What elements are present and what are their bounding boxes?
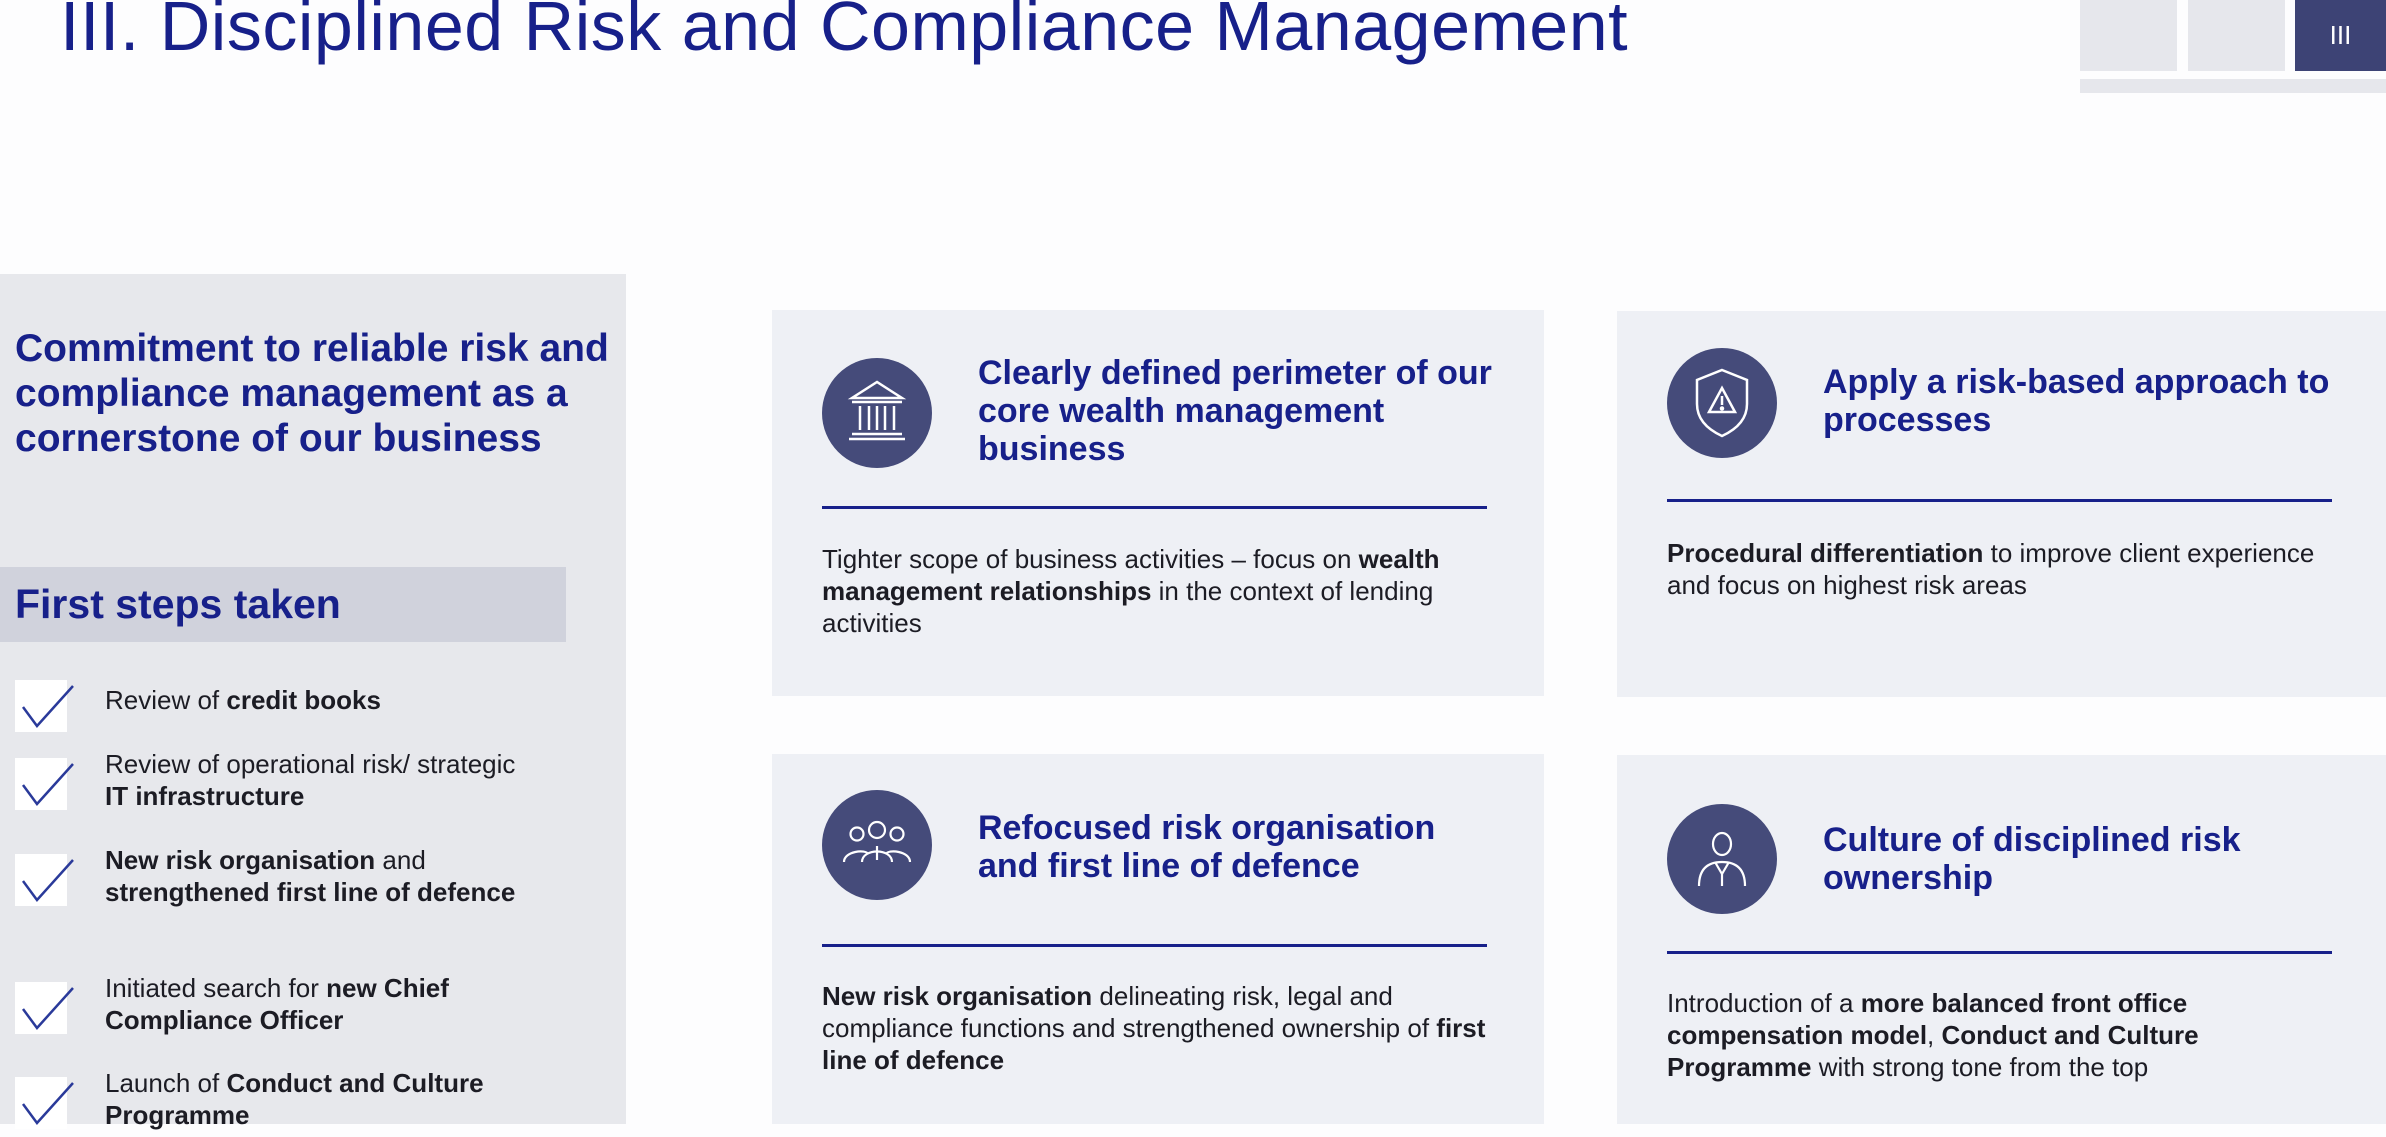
plain-text: and (375, 845, 426, 875)
step-text (105, 748, 545, 812)
card-heading: Culture of disciplined risk ownership (1823, 821, 2241, 897)
steps-title: First steps taken (15, 581, 341, 627)
card-risk-based-approach (1617, 311, 2386, 697)
plain-text: in the context of lending activities (822, 576, 1434, 638)
section-nav-tab-current[interactable]: III (2295, 0, 2386, 71)
sidebar-panel (0, 274, 626, 1130)
card-divider (822, 506, 1487, 509)
plain-text: Initiated search for (105, 973, 327, 1003)
bank-building-icon (822, 358, 932, 468)
card-heading: Apply a risk-based approach to processes (1823, 363, 2330, 439)
plain-text: Tighter scope of business activities – focus on (822, 544, 1359, 574)
card-heading: Refocused risk organisation and first line of defence (978, 809, 1436, 885)
card-heading: Clearly defined perimeter of our core wealth management business (978, 354, 1492, 468)
card-body (1667, 987, 2337, 1083)
plain-text: Launch of (105, 1068, 227, 1098)
checkmark-icon (15, 1077, 67, 1129)
sidebar-heading: Commitment to reliable risk and compliance management as a cornerstone of our business (15, 327, 609, 460)
plain-text: delineating risk, legal and compliance functions and strengthened ownership of (822, 981, 1437, 1043)
card-culture-ownership (1617, 755, 2386, 1124)
section-nav-tab-2[interactable] (2188, 0, 2285, 71)
card-divider (822, 944, 1487, 947)
step-text (105, 684, 545, 716)
plain-text: with strong tone from the top (1811, 1052, 2149, 1082)
emphasis-text: New risk organisation (822, 981, 1093, 1011)
plain-text: to improve client experience and focus on highest risk areas (1667, 538, 2315, 600)
emphasis-text: more balanced front office compensation model (1667, 988, 2188, 1050)
checkmark-icon (15, 982, 67, 1034)
checkmark-icon (15, 680, 67, 732)
plain-text: Review of operational risk/ strategic (105, 749, 516, 779)
step-text (105, 1067, 545, 1131)
plain-text: Review of (105, 685, 227, 715)
card-body (822, 543, 1492, 639)
emphasis-text: IT infrastructure (105, 781, 305, 811)
emphasis-text: strengthened first line of defence (105, 877, 516, 907)
business-person-icon (1667, 804, 1777, 914)
card-divider (1667, 951, 2332, 954)
emphasis-text: Conduct and Culture Programme (105, 1068, 484, 1130)
emphasis-text: Conduct and Culture Programme (1667, 1020, 2199, 1082)
section-nav-tab-1[interactable] (2080, 0, 2177, 71)
warning-shield-icon (1667, 348, 1777, 458)
step-text (105, 972, 545, 1036)
card-risk-organisation (772, 754, 1544, 1124)
card-body (1667, 537, 2337, 601)
steps-band (0, 567, 566, 642)
card-core-perimeter (772, 310, 1544, 696)
checkmark-icon (15, 854, 67, 906)
checkmark-icon (15, 758, 67, 810)
team-people-icon (822, 790, 932, 900)
plain-text: Introduction of a (1667, 988, 1861, 1018)
step-text (105, 844, 545, 908)
page-title: III. Disciplined Risk and Compliance Management (60, 0, 1629, 65)
emphasis-text: Procedural differentiation (1667, 538, 1984, 568)
emphasis-text: wealth management relationships (822, 544, 1440, 606)
section-nav-progress-bar (2080, 79, 2386, 93)
emphasis-text: New risk organisation (105, 845, 376, 875)
plain-text: , (1927, 1020, 1942, 1050)
card-divider (1667, 499, 2332, 502)
emphasis-text: new Chief Compliance Officer (105, 973, 449, 1035)
emphasis-text: credit books (226, 685, 381, 715)
emphasis-text: first line of defence (822, 1013, 1486, 1075)
card-body (822, 980, 1492, 1076)
